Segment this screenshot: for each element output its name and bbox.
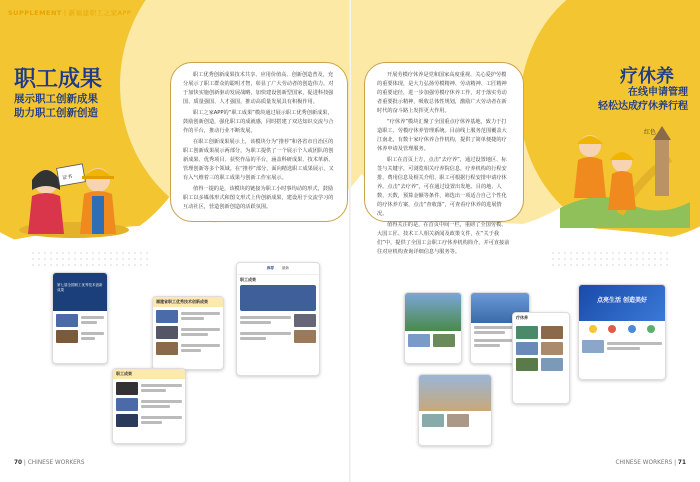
left-subtitle [14, 92, 98, 120]
right-title: 疗休养 [620, 66, 674, 87]
right-subtitle-line-1: 在线申请管理 [628, 87, 688, 98]
tab-recommend[interactable]: 推荐 [267, 266, 274, 270]
card4-tabs [237, 263, 319, 275]
right-card-header: 疗休养 [516, 315, 528, 320]
right-text-bubble [364, 62, 524, 255]
left-footer: 70 | CHINESE WORKERS [14, 460, 85, 466]
app-icon-3[interactable] [628, 325, 636, 333]
app-screenshot-4 [236, 262, 320, 376]
dot-pattern-right [550, 250, 670, 270]
left-title: 职工成果 [14, 67, 103, 92]
right-subtitle [598, 86, 688, 114]
app-icon-2[interactable] [608, 325, 616, 333]
card1-banner: 第七届全国职工优秀技术创新成果 [53, 273, 107, 311]
right-footer: CHINESE WORKERS | 71 [615, 460, 686, 466]
app-icon-1[interactable] [589, 325, 597, 333]
icon-grid [579, 321, 665, 337]
card5-image [405, 293, 461, 331]
left-magazine-name: CHINESE WORKERS [27, 460, 85, 466]
app-icon-4[interactable] [647, 325, 655, 333]
right-paragraph-2: “疗休养”模块汇聚了全国重点疗休养基地，致力于打造职工、劳模疗休养管理系统。目前线上服务范围覆盖大江南北，有数十家疗休养合作机构，提供了简单便捷的疗休养申请及管理服务。 [377, 119, 507, 152]
left-page-number: 70 [14, 460, 23, 466]
left-paragraph-4: 值得一提的是，该模块的链接为职工小时事均动的形式，鼓励职工以多媒体形式和图文形式上传创新成果，建设用于交流学习的互动社区，营造创新创造的活跃氛围。 [183, 186, 334, 210]
app-screenshot-2 [152, 296, 224, 370]
left-paragraph-3: 在职工创新成果展示上，该模块分为“推荐”和各省市自治区的职工创新成果展示两部分，为职工提供了一个展示个人或团队的创新成果、优秀项目、获奖作品的平台，涵盖科研成果、技术革新、管理创新等多个领域。在“推荐”部分，面向精选职工成果展示，又有入气维着三的职工成果与创新工作室展示。 [183, 139, 334, 181]
svg-text:红色: 红色 [644, 129, 657, 136]
card4-image [240, 285, 316, 311]
app-screenshot-6 [418, 374, 492, 446]
workers-illustration-right [560, 118, 690, 228]
app-screenshot-5 [404, 292, 462, 364]
right-magazine-name: CHINESE WORKERS [615, 460, 673, 466]
right-paragraph-3: 职工在首页上方，点击“去疗养”，通过设置地区、标签与关键字，可浏览相关疗养院信息，疗养机构的行程安排、费用信息及相关介绍、职工可根据行程安排申请疗休养。点击“去疗养”，可在通过设置出发地、目的地、人数、天数，预算金额等条件，筛选出一项适合自己个性化的疗休养方案，点击“查收落”，可查看疗休养的进展情况。 [377, 157, 507, 217]
dot-pattern-left [30, 250, 150, 270]
page-spine [349, 0, 351, 482]
supplement-label: SUPPLEMENT [8, 9, 62, 17]
svg-text:证书: 证书 [61, 173, 73, 182]
tab-latest[interactable]: 最新 [282, 266, 289, 270]
section-label: 新福建职工之家APP [68, 9, 132, 17]
right-paragraph-4: 值得关注的是，在首页中间一栏，重磅了全国劳模、大国工匠、技术工人相关新闻及政策文件，在“关于我们”中，提供了全国工会职工疗休养机构简介，并可直接前往对应机构查询详细信息与服务等。 [377, 222, 510, 255]
card4-header: 职工成果 [240, 277, 256, 282]
left-paragraph-2: 职工之家APP的“职工成果”模块通过展示职工优秀创新成果，鼓励创新创造，强化职工的成就感，同时搭建了双达知识交流与合作的平台，推动行业不断发展。 [183, 110, 334, 134]
left-subtitle-line-1: 展示职工创新成果 [14, 93, 98, 105]
app-screenshot-8 [512, 312, 570, 404]
card6-image [419, 375, 491, 411]
running-header: SUPPLEMENT | 新福建职工之家APP [8, 9, 132, 17]
card3-header: 职工成果 [113, 369, 185, 379]
right-page-number: 71 [677, 460, 686, 466]
right-paragraph-1: 开展劳模疗休养是党和国家高度重视、关心爱护劳模的重要体现，是大力弘扬劳模精神、劳动精神、工匠精神的重要途径，进一步加强劳模疗休养工作，对于落实劳动者重要批示精神，吸收总体性规划，激励广大劳动者在新时代的奋斗路上发挥更大作用。 [377, 72, 507, 114]
app-screenshot-3 [112, 368, 186, 444]
right-subtitle-line-2: 轻松达成疗休养行程 [598, 101, 688, 112]
app-screenshot-1 [52, 272, 108, 364]
left-subtitle-line-2: 助力职工创新创造 [14, 107, 98, 119]
left-paragraph-1: 职工优秀创新成果技术共享、应用价值高、创新创造普及，充分展示了职工群众的聪明才智，彰显了广大劳动者的创造伟力。对于加快实施创新驱动发展战略，加快建设创新型国家，促进科技强国、质量强国、人才强国，推动高质量发展具有积极作用。 [183, 72, 334, 105]
card2-header: 福建省职工优秀技术创新成果 [153, 297, 223, 307]
banner-slogan: 点亮生活 创造美好 [579, 285, 665, 321]
workers-illustration-left [14, 130, 134, 240]
app-screenshot-9 [578, 284, 666, 380]
left-text-bubble [170, 62, 348, 222]
